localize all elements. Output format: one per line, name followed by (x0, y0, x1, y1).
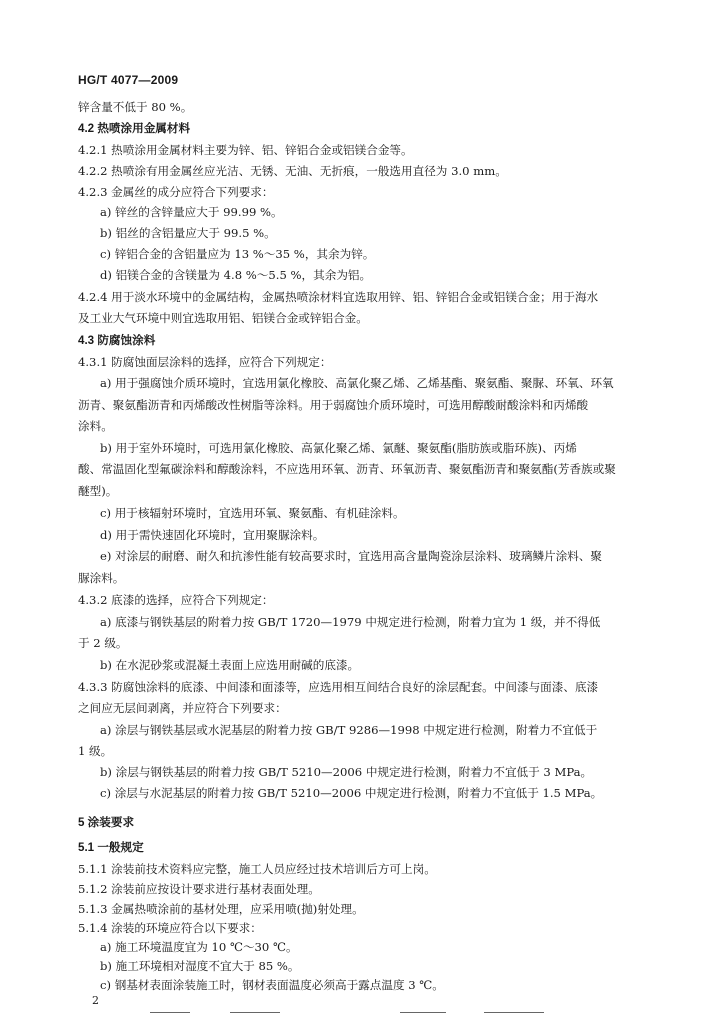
list-item: a) 用于强腐蚀介质环境时，宜选用氯化橡胶、高氯化聚乙烯、乙烯基酯、聚氨酯、聚脲、环氧、环氧 (100, 376, 614, 390)
list-item: a) 涂层与钢铁基层或水泥基层的附着力按 GB/T 9286—1998 中规定进行检测，附着力不宜低于 (100, 723, 598, 737)
list-item: b) 铝丝的含铝量应大于 99.5 %。 (100, 226, 276, 240)
list-item: a) 锌丝的含锌量应大于 99.99 %。 (100, 205, 283, 219)
text-line: 4.2.3 金属丝的成分应符合下列要求： (78, 185, 274, 199)
text-line: 1 级。 (78, 744, 113, 758)
list-item: c) 锌铝合金的含铝量应为 13 %～35 %，其余为锌。 (100, 247, 375, 261)
list-item: b) 涂层与钢铁基层的附着力按 GB/T 5210—2006 中规定进行检测，附着力不宜低于 3 MPa。 (100, 765, 593, 779)
text-line: 5.1.1 涂装前技术资料应完整，施工人员应经过技术培训后方可上岗。 (78, 862, 436, 876)
text-line: 4.3.2 底漆的选择，应符合下列规定： (78, 593, 274, 607)
list-item: d) 铝镁合金的含镁量为 4.8 %～5.5 %，其余为铝。 (100, 268, 372, 282)
page-number: 2 (92, 994, 99, 1007)
list-item: c) 钢基材表面涂装施工时，钢材表面温度必须高于露点温度 3 ℃。 (100, 978, 444, 992)
text-line: 沥青、聚氨酯沥青和丙烯酸改性树脂等涂料。用于弱腐蚀介质环境时，可选用醇酸耐酸涂料和丙烯酸 (78, 398, 589, 412)
list-item: a) 底漆与钢铁基层的附着力按 GB/T 1720—1979 中规定进行检测，附着力宜为 1 级，并不得低 (100, 615, 601, 629)
section-heading: 4.3 防腐蚀涂料 (78, 334, 156, 347)
text-line: 4.2.1 热喷涂用金属材料主要为锌、铝、锌铝合金或铝镁合金等。 (78, 143, 413, 157)
text-line: 5.1.4 涂装的环境应符合以下要求： (78, 921, 262, 935)
list-item: d) 用于需快速固化环境时，宜用聚脲涂料。 (100, 528, 325, 542)
list-item: b) 用于室外环境时，可选用氯化橡胶、高氯化聚乙烯、氯醚、聚氨酯(脂肪族或脂环族)、丙烯 (100, 441, 577, 455)
section-heading: 4.2 热喷涂用金属材料 (78, 122, 191, 135)
text-line: 酸、常温固化型氟碳涂料和醇酸涂料，不应选用环氧、沥青、环氧沥青、聚氨酯沥青和聚氨酯(芳香族或聚 (78, 462, 616, 476)
text-line: 4.2.2 热喷涂有用金属丝应光洁、无锈、无油、无折痕，一般选用直径为 3.0 mm。 (78, 164, 507, 178)
text-line: 醚型)。 (78, 484, 118, 498)
text-line: 5.1.3 金属热喷涂前的基材处理，应采用喷(抛)射处理。 (78, 902, 364, 916)
footer-rule (150, 1012, 190, 1013)
list-item: c) 用于核辐射环境时，宜选用环氧、聚氨酯、有机硅涂料。 (100, 506, 405, 520)
list-item: a) 施工环境温度宜为 10 ℃～30 ℃。 (100, 940, 298, 954)
list-item: c) 涂层与水泥基层的附着力按 GB/T 5210—2006 中规定进行检测，附着力不宜低于 1.5 MPa。 (100, 786, 603, 800)
footer-rule (484, 1012, 544, 1013)
text-line: 锌含量不低于 80 %。 (78, 100, 193, 114)
text-line: 4.2.4 用于淡水环境中的金属结构，金属热喷涂材料宜选取用锌、铝、锌铝合金或铝镁合金；用于海水 (78, 290, 599, 304)
standard-header: HG/T 4077—2009 (78, 73, 179, 87)
text-line: 及工业大气环境中则宜选取用铝、铝镁合金或锌铝合金。 (78, 311, 368, 325)
text-line: 5.1.2 涂装前应按设计要求进行基材表面处理。 (78, 882, 320, 896)
text-line: 脲涂料。 (78, 571, 125, 585)
text-line: 涂料。 (78, 419, 113, 433)
section-heading: 5.1 一般规定 (78, 841, 144, 854)
list-item: b) 施工环境相对湿度不宜大于 85 %。 (100, 959, 300, 973)
chapter-heading: 5 涂装要求 (78, 816, 135, 829)
text-line: 于 2 级。 (78, 636, 128, 650)
footer-rule (230, 1012, 280, 1013)
text-line: 4.3.3 防腐蚀涂料的底漆、中间漆和面漆等，应选用相互间结合良好的涂层配套。中间漆与面漆、底漆 (78, 680, 599, 694)
footer-rule (400, 1012, 446, 1013)
text-line: 之间应无层间剥离，并应符合下列要求： (78, 701, 287, 715)
text-line: 4.3.1 防腐蚀面层涂料的选择，应符合下列规定： (78, 355, 332, 369)
list-item: b) 在水泥砂浆或混凝土表面上应选用耐碱的底漆。 (100, 658, 360, 672)
list-item: e) 对涂层的耐磨、耐久和抗渗性能有较高要求时，宜选用高含量陶瓷涂层涂料、玻璃鳞片涂料、聚 (100, 549, 603, 563)
